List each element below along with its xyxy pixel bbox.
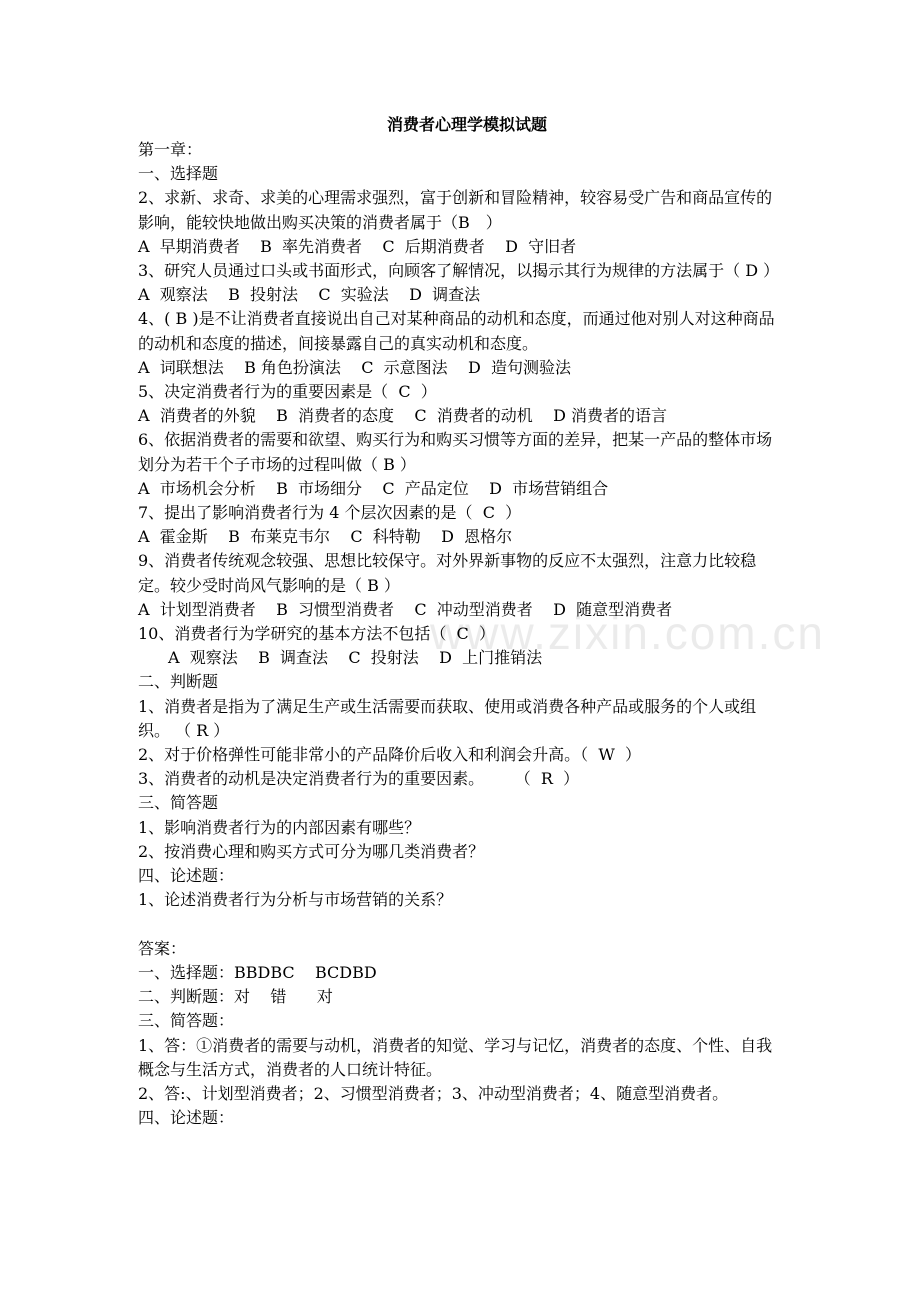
text-line: 三、简答题： [138, 1011, 235, 1031]
text-line: A 计划型消费者 B 习惯型消费者 C 冲动型消费者 D 随意型消费者 [138, 599, 673, 619]
text-line: 1、影响消费者行为的内部因素有哪些？ [138, 817, 421, 837]
text-line: A 消费者的外貌 B 消费者的态度 C 消费者的动机 D 消费者的语言 [138, 406, 668, 426]
text-line: 10、消费者行为学研究的基本方法不包括（ C ） [138, 624, 495, 644]
text-line: 三、简答题 [138, 793, 219, 813]
document-page [138, 112, 788, 1130]
text-line: 1、消费者是指为了满足生产或生活需要而获取、使用或消费各种产品或服务的个人或组织。 （ R ） [138, 696, 757, 740]
text-line: 一、选择题：BBDBC BCDBD [138, 962, 377, 982]
text-line: 7、提出了影响消费者行为 4 个层次因素的是（ C ） [138, 503, 522, 523]
text-line: 3、研究人员通过口头或书面形式，向顾客了解情况，以揭示其行为规律的方法属于（ D ） [138, 261, 780, 281]
document-title: 消费者心理学模拟试题 [386, 115, 547, 134]
text-line: 1、答：①消费者的需要与动机，消费者的知觉、学习与记忆，消费者的态度、个性、自我概念与生活方式，消费者的人口统计特征。 [138, 1035, 773, 1079]
text-line: 二、判断题：对 错 对 [138, 987, 333, 1007]
text-line: A 早期消费者 B 率先消费者 C 后期消费者 D 守旧者 [138, 236, 577, 256]
text-line: A 观察法 B 投射法 C 实验法 D 调查法 [138, 285, 481, 305]
text-line: A 市场机会分析 B 市场细分 C 产品定位 D 市场营销组合 [138, 478, 609, 498]
text-line: 四、论述题： [138, 866, 235, 886]
blank-line [138, 913, 788, 937]
text-line: 2、求新、求奇、求美的心理需求强烈，富于创新和冒险精神，较容易受广告和商品宣传的影响，能较快地做出购买决策的消费者属于（B ） [138, 188, 773, 232]
text-line: 答案： [138, 938, 187, 958]
document-body [138, 138, 788, 1130]
text-line: 4、( B )是不让消费者直接说出自己对某种商品的动机和态度，而通过他对别人对这种商品的动机和态度的描述，间接暴露自己的真实动机和态度。 [138, 309, 775, 353]
text-line: 2、按消费心理和购买方式可分为哪几类消费者？ [138, 841, 485, 861]
text-line: 第一章： [138, 140, 203, 159]
text-line: 3、消费者的动机是决定消费者行为的重要因素。 （ R ） [138, 769, 580, 789]
text-line: A 观察法 B 调查法 C 投射法 D 上门推销法 [168, 648, 543, 668]
text-line: 2、答:、计划型消费者；2、习惯型消费者；3、冲动型消费者；4、随意型消费者。 [138, 1083, 729, 1103]
text-line: 四、论述题： [138, 1108, 235, 1128]
text-line: 1、论述消费者行为分析与市场营销的关系？ [138, 890, 453, 910]
text-line: 6、依据消费者的需要和欲望、购买行为和购买习惯等方面的差异，把某一产品的整体市场划分为若干个子市场的过程叫做（ B ） [138, 430, 773, 474]
text-line: A 霍金斯 B 布莱克韦尔 C 科特勒 D 恩格尔 [138, 527, 513, 547]
text-line: 一、选择题 [138, 164, 219, 184]
watermark: www.zixin.com.cn [430, 607, 825, 659]
text-line: A 词联想法 B 角色扮演法 C 示意图法 D 造句测验法 [138, 357, 572, 377]
text-line: 5、决定消费者行为的重要因素是（ C ） [138, 382, 437, 402]
text-line: 9、消费者传统观念较强、思想比较保守。对外界新事物的反应不太强烈，注意力比较稳定。较少受时尚风气影响的是（ B ） [138, 551, 757, 595]
text-line: 二、判断题 [138, 672, 219, 692]
text-line: 2、对于价格弹性可能非常小的产品降价后收入和利润会升高。（ W ） [138, 745, 641, 765]
